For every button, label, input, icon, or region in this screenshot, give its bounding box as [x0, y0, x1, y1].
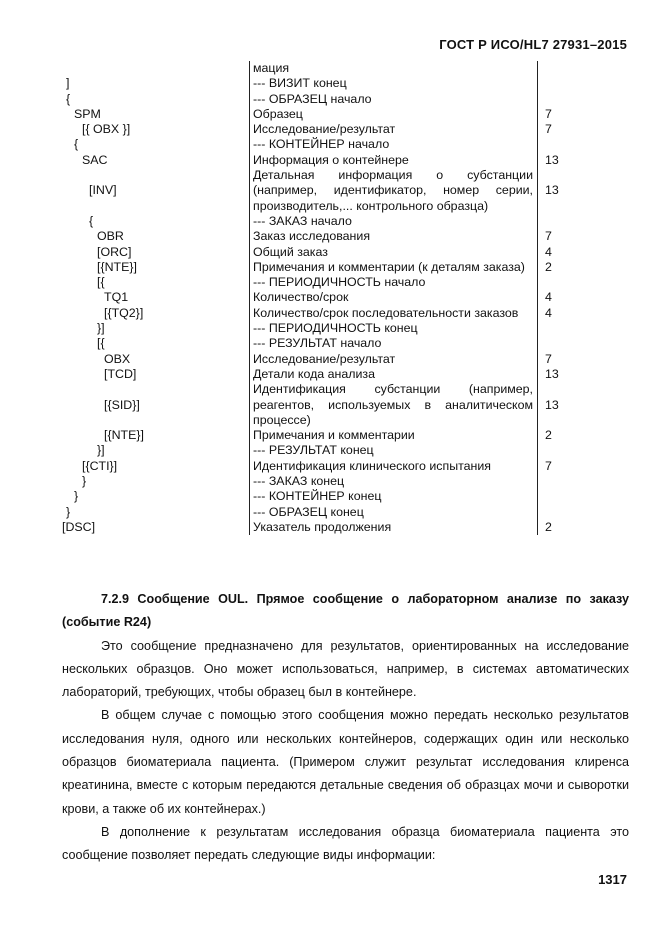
table-row — [62, 275, 625, 290]
table-row — [62, 153, 625, 168]
table-row — [62, 122, 625, 137]
segment-chapter: 4 — [545, 290, 552, 305]
segment-code: }] — [97, 321, 105, 336]
table-row — [62, 107, 625, 122]
table-row — [62, 168, 625, 214]
segment-code: }] — [97, 443, 105, 458]
segment-chapter: 4 — [545, 305, 552, 320]
segment-chapter — [538, 321, 626, 336]
segment-code: [{NTE}] — [97, 259, 137, 274]
segment-code: [{ — [97, 336, 105, 351]
segment-chapter: 13 — [545, 152, 559, 167]
table-row — [62, 352, 625, 367]
table-row — [62, 260, 625, 275]
table-row — [62, 321, 625, 336]
segment-chapter: 13 — [545, 183, 559, 198]
segment-description: --- ЗАКАЗ конец — [250, 474, 538, 489]
segment-code: [{ — [97, 275, 105, 290]
segment-chapter — [538, 214, 626, 229]
segment-chapter — [538, 137, 626, 152]
table-row — [62, 474, 625, 489]
table-row — [62, 459, 625, 474]
segment-chapter — [538, 443, 626, 458]
segment-code: } — [66, 504, 71, 519]
segment-description: Количество/срок последовательности заказов — [250, 306, 538, 321]
table-row — [62, 92, 625, 107]
segment-description: Примечания и комментарии — [250, 428, 538, 443]
table-row — [62, 76, 625, 91]
segment-description: Детали кода анализа — [250, 367, 538, 382]
segment-code: { — [89, 213, 94, 228]
segment-description: --- ОБРАЗЕЦ конец — [250, 505, 538, 520]
document-header: ГОСТ Р ИСО/HL7 27931–2015 — [439, 37, 627, 52]
paragraph-3: В дополнение к результатам исследования образца биоматериала пациента это сообщение позволяет передать следующие виды информации: — [62, 824, 629, 863]
section-body — [62, 588, 629, 868]
segment-chapter: 13 — [545, 366, 559, 381]
segment-code: { — [74, 137, 79, 152]
segment-description: Примечания и комментарии (к деталям заказа) — [250, 260, 538, 275]
segment-chapter: 7 — [545, 122, 552, 137]
segment-code: } — [74, 489, 79, 504]
table-row — [62, 306, 625, 321]
segment-code: TQ1 — [104, 290, 129, 305]
segment-code: SAC — [82, 152, 108, 167]
segment-chapter: 2 — [545, 428, 552, 443]
segment-code: OBR — [97, 229, 124, 244]
segment-code: [DSC] — [62, 519, 96, 534]
segment-table-body — [62, 61, 625, 535]
segment-description: мация — [250, 61, 538, 76]
segment-chapter: 7 — [545, 458, 552, 473]
segment-description: Заказ исследования — [250, 229, 538, 244]
segment-description: --- ВИЗИТ конец — [250, 76, 538, 91]
segment-code: ] — [66, 76, 70, 91]
segment-description: Информация о контейнере — [250, 153, 538, 168]
segment-chapter — [538, 76, 626, 91]
segment-chapter: 7 — [545, 351, 552, 366]
table-row — [62, 245, 625, 260]
segment-chapter — [538, 336, 626, 351]
segment-chapter — [538, 61, 626, 76]
segment-chapter: 7 — [545, 106, 552, 121]
table-row — [62, 214, 625, 229]
segment-chapter — [538, 92, 626, 107]
segment-chapter: 2 — [545, 259, 552, 274]
segment-code: SPM — [74, 106, 101, 121]
segment-description: Общий заказ — [250, 245, 538, 260]
segment-code: [{TQ2}] — [104, 305, 144, 320]
segment-code: [{SID}] — [104, 397, 140, 412]
table-row — [62, 443, 625, 458]
segment-description: --- КОНТЕЙНЕР конец — [250, 489, 538, 504]
segment-code: [TCD] — [104, 366, 137, 381]
segment-code: [{NTE}] — [104, 428, 144, 443]
segment-chapter — [538, 474, 626, 489]
segment-chapter — [538, 275, 626, 290]
segment-code: { — [66, 91, 71, 106]
segment-description: Количество/срок — [250, 290, 538, 305]
segment-table — [62, 61, 625, 535]
table-row — [62, 137, 625, 152]
segment-code: [ORC] — [97, 244, 132, 259]
segment-chapter — [538, 505, 626, 520]
segment-description: --- КОНТЕЙНЕР начало — [250, 137, 538, 152]
segment-code — [62, 61, 250, 76]
segment-chapter: 7 — [545, 229, 552, 244]
table-row — [62, 367, 625, 382]
segment-description: Идентификация клинического испытания — [250, 459, 538, 474]
segment-description: Образец — [250, 107, 538, 122]
table-row — [62, 382, 625, 428]
table-row — [62, 489, 625, 504]
table-row — [62, 520, 625, 535]
segment-chapter — [538, 489, 626, 504]
segment-chapter: 13 — [545, 397, 559, 412]
segment-description: Детальная информация о субстанции (например, идентификатор, номер серии, производитель,... контрольного образца) — [250, 168, 538, 214]
segment-code: [{CTI}] — [82, 458, 118, 473]
segment-chapter: 4 — [545, 244, 552, 259]
table-row — [62, 505, 625, 520]
page-number: 1317 — [598, 872, 627, 887]
segment-code: OBX — [104, 351, 131, 366]
segment-description: --- РЕЗУЛЬТАТ начало — [250, 336, 538, 351]
table-row — [62, 336, 625, 351]
section-heading: 7.2.9 Сообщение OUL. Прямое сообщение о лабораторном анализе по заказу (событие R24) — [62, 592, 629, 630]
segment-chapter: 2 — [545, 519, 552, 534]
segment-description: Идентификация субстанции (например, реагентов, используемых в аналитическом процессе) — [250, 382, 538, 428]
segment-description: --- РЕЗУЛЬТАТ конец — [250, 443, 538, 458]
table-row — [62, 428, 625, 443]
segment-description: --- ЗАКАЗ начало — [250, 214, 538, 229]
segment-description: Указатель продолжения — [250, 520, 538, 535]
paragraph-1: Это сообщение предназначено для результатов, ориентированных на исследование нескольких образцов. Оно может использоваться, например, в системах автоматических лабораторий, требующих, чтобы образец был в контейнере. — [62, 638, 629, 700]
segment-description: --- ПЕРИОДИЧНОСТЬ начало — [250, 275, 538, 290]
paragraph-2: В общем случае с помощью этого сообщения можно передать несколько результатов исследования нуля, одного или нескольких контейнеров, содержащих один или несколько образцов биоматериала пациента. (Примером служит результат исследования клиренса креатинина, вместе с которым передаются детальные сведения об образцах мочи и сыворотки крови, а также об их контейнерах.) — [62, 708, 629, 816]
segment-code: } — [82, 474, 87, 489]
table-row — [62, 290, 625, 305]
table-row — [62, 229, 625, 244]
segment-code: [INV] — [89, 183, 117, 198]
table-row — [62, 61, 625, 76]
segment-description: Исследование/результат — [250, 122, 538, 137]
segment-description: Исследование/результат — [250, 352, 538, 367]
segment-description: --- ОБРАЗЕЦ начало — [250, 92, 538, 107]
segment-description: --- ПЕРИОДИЧНОСТЬ конец — [250, 321, 538, 336]
segment-code: [{ OBX }] — [82, 122, 131, 137]
